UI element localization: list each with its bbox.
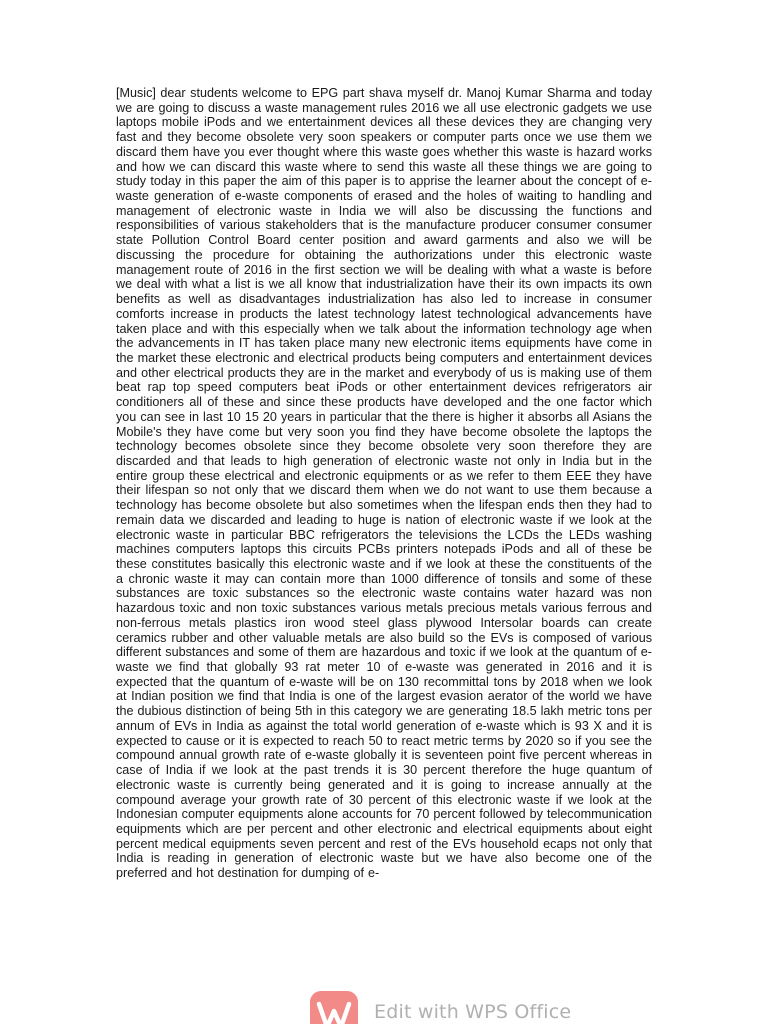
wps-logo-icon — [310, 991, 358, 1024]
transcript-paragraph: [Music] dear students welcome to EPG part shava myself dr. Manoj Kumar Sharma and today we are going to discuss a waste management rules 2016 we all use electronic gadgets we use laptops mobile iPods and we entertainment devices all these devices they are changing very fast and they become obsolete very soon speakers or computer parts once we use them we discard them have you ever thought where this waste goes whether this waste is hazard works and how we can discard this waste where to send this waste all these things we are going to study today in this paper the aim of this paper is to apprise the learner about the concept of e-waste generation of e-waste components of erased and the holes of waiting to handling and management of electronic waste in India we will also be discussing the functions and responsibilities of various stakeholders that is the manufacture producer consumer consumer state Pollution Control Board center position and award garments and also we will be discussing the procedure for obtaining the authorizations under this electronic waste management route of 2016 in the first section we will be dealing with what a waste is before we deal with what a list is we all know that industrialization have their its own impacts its own benefits as well as disadvantages industrialization has also led to increase in consumer comforts increase in products the latest technology latest technological advancements have taken place and with this especially when we talk about the information technology age when the advancements in IT has taken place many new electronic items equipments have come in the market these electronic and electrical products being computers and entertainment devices and other electrical products they are in the market and everybody of us is making use of them beat rap top speed computers beat iPods or other entertainment devices refrigerators air conditioners all of these and since these products have developed and the one factor which you can see in last 10 15 20 years in particular that the there is higher it absorbs all Asians the Mobile's they have come but very soon you find they have become obsolete the laptops the technology becomes obsolete since they become obsolete very soon therefore they are discarded and that leads to high generation of electronic waste not only in India but in the entire group these electrical and electronic equipments or as we refer to them EEE they have their lifespan so not only that we discard them when we do not want to use them because a technology has become obsolete but also sometimes when the lifespan ends then they had to remain data we discarded and leading to huge is nation of electronic waste if we look at the electronic waste in particular BBC refrigerators the televisions the LCDs the LEDs washing machines computers laptops this circuits PCBs printers notepads iPods and all of these be these constitutes basically this electronic waste and if we look at these the constituents of the a chronic waste it may can contain more than 1000 difference of tonsils and some of these substances are toxic substances so the electronic waste contains water hazard was non hazardous toxic and non toxic substances various metals precious metals various ferrous and non-ferrous metals plastics iron wood steel glass plywood Intersolar boards can create ceramics rubber and other valuable metals are also build so the EVs is composed of various different substances and some of them are hazardous and toxic if we look at the quantum of e-waste we find that globally 93 rat meter 10 of e-waste was generated in 2016 and it is expected that the quantum of e-waste will be on 130 recommittal tons by 2018 when we look at Indian position we find that India is one of the largest evasion aerator of the world we have the dubious distinction of being 5th in this category we are generating 18.5 lakh metric tons per annum of EVs in India as against the total world generation of e-waste which is 93 X and it is expected to cause or it is expected to reach 50 to react metric terms by 2020 so if you see the compound annual growth rate of e-waste globally it is seventeen point five percent whereas in case of India if we look at the past trends it is 30 percent therefore the huge quantum of electronic waste is currently being generated and it is going to increase annually at the compound average your growth rate of 30 percent of this electronic waste if we look at the Indonesian computer equipments alone accounts for 70 percent followed by telecommunication equipments which are per percent and other electronic and electrical equipments about eight percent medical equipments seven percent and rest of the EVs household ecaps not only that India is reading in generation of electronic waste but we have also become one of the preferred and hot destination for dumping of e- — [116, 86, 652, 881]
wps-edit-label[interactable]: Edit with WPS Office — [374, 1001, 572, 1023]
wps-watermark[interactable] — [310, 989, 600, 1024]
wps-w-glyph-icon — [310, 991, 358, 1024]
